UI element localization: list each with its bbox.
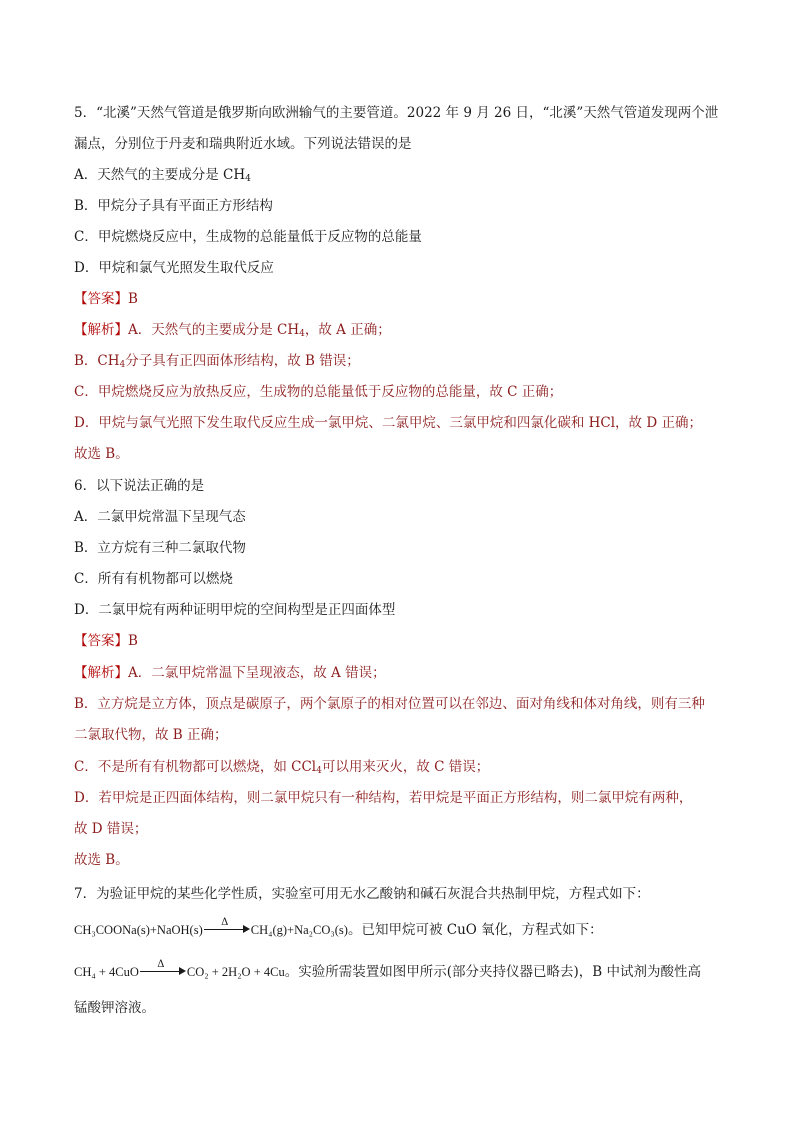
answer-value: B — [128, 633, 138, 649]
q6-option-a: A．二氯甲烷常温下呈现气态 — [74, 509, 246, 525]
analysis-tag: 【解析】 — [74, 322, 128, 338]
q6-conclusion: 故选 B。 — [74, 852, 129, 868]
q5-option-c: C．甲烷燃烧反应中，生成物的总能量低于反应物的总能量 — [74, 229, 422, 245]
q5-option-a: A．天然气的主要成分是 $CH_4$ — [74, 167, 251, 184]
q5-conclusion: 故选 B。 — [74, 446, 129, 462]
q5-option-d: D．甲烷和氯气光照发生取代反应 — [74, 260, 274, 276]
q6-option-b: B．立方烷有三种二氯取代物 — [74, 540, 246, 556]
heating-arrow-icon: Δ — [140, 963, 186, 977]
q5-analysis-d: D．甲烷与氯气光照下发生取代反应生成一氯甲烷、二氯甲烷、三氯甲烷和四氯化碳和 HCl，故 D 正确； — [74, 415, 702, 431]
q5-analysis-a: 【解析】A．天然气的主要成分是 $CH_4$，故 A 正确； — [74, 322, 391, 339]
q6-answer — [74, 631, 724, 651]
q6-stem: 6．以下说法正确的是 — [74, 478, 205, 494]
q6-analysis-b-line2: 二氯取代物，故 B 正确； — [74, 727, 228, 743]
equation-reactants: CH₃COONa(s)+NaOH(s) — [74, 923, 203, 937]
q6-option-c: C．所有有机物都可以燃烧 — [74, 571, 233, 587]
equation-products: CO₂ + 2H₂O + 4Cu — [186, 965, 285, 979]
q6-analysis-a: 【解析】A．二氯甲烷常温下呈现液态，故 A 错误； — [74, 665, 386, 681]
equation-products: CH₄(g)+Na₂CO₃(s) — [250, 923, 348, 937]
q7-equation-2: CH₄ + 4CuO Δ CO₂ + 2H₂O + 4Cu。实验所需装置如图甲所示(部分夹持仪器已略去)，B 中试剂为酸性高 — [74, 959, 701, 980]
q7-stem: 7．为验证甲烷的某些化学性质，实验室可用无水乙酸钠和碱石灰混合共热制甲烷，方程式如下： — [74, 886, 650, 902]
answer-tag: 【答案】 — [74, 291, 128, 307]
q5-option-b: B．甲烷分子具有平面正方形结构 — [74, 198, 273, 214]
answer-value: B — [128, 291, 138, 307]
q7-equation-1: CH₃COONa(s)+NaOH(s) Δ CH₄(g)+Na₂CO₃(s)。已知甲烷可被 CuO 氧化，方程式如下： — [74, 917, 603, 938]
q6-analysis-d-line1: D．若甲烷是正四面体结构，则二氯甲烷只有一种结构，若甲烷是平面正方形结构，则二氯甲烷有两种， — [74, 790, 693, 806]
q5-stem-line1: 5．“北溪”天然气管道是俄罗斯向欧洲输气的主要管道。2022 年 9 月 26 日，“北溪”天然气管道发现两个泄 — [74, 105, 719, 121]
answer-tag: 【答案】 — [74, 633, 128, 649]
q6-analysis-d-line2: 故 D 错误； — [74, 821, 148, 837]
analysis-tag: 【解析】 — [74, 665, 128, 681]
q6-analysis-b-line1: B．立方烷是立方体，顶点是碳原子，两个氯原子的相对位置可以在邻边、面对角线和体对角线，则有三种 — [74, 696, 705, 712]
q5-stem-line2: 漏点，分别位于丹麦和瑞典附近水域。下列说法错误的是 — [74, 136, 412, 152]
q5-answer — [74, 289, 724, 309]
q5-analysis-c: C．甲烷燃烧反应为放热反应，生成物的总能量低于反应物的总能量，故 C 正确； — [74, 384, 563, 400]
q5-analysis-b: B．$CH_4$分子具有正四面体形结构，故 B 错误； — [74, 353, 360, 370]
q6-option-d: D．二氯甲烷有两种证明甲烷的空间构型是正四面体型 — [74, 602, 396, 618]
heating-arrow-icon: Δ — [204, 921, 250, 935]
q7-stem-end: 锰酸钾溶液。 — [74, 1000, 155, 1016]
equation-reactants: CH₄ + 4CuO — [74, 965, 139, 979]
q6-analysis-c: C．不是所有有机物都可以燃烧，如 CCl$_4$可以用来灭火，故 C 错误； — [74, 759, 490, 776]
